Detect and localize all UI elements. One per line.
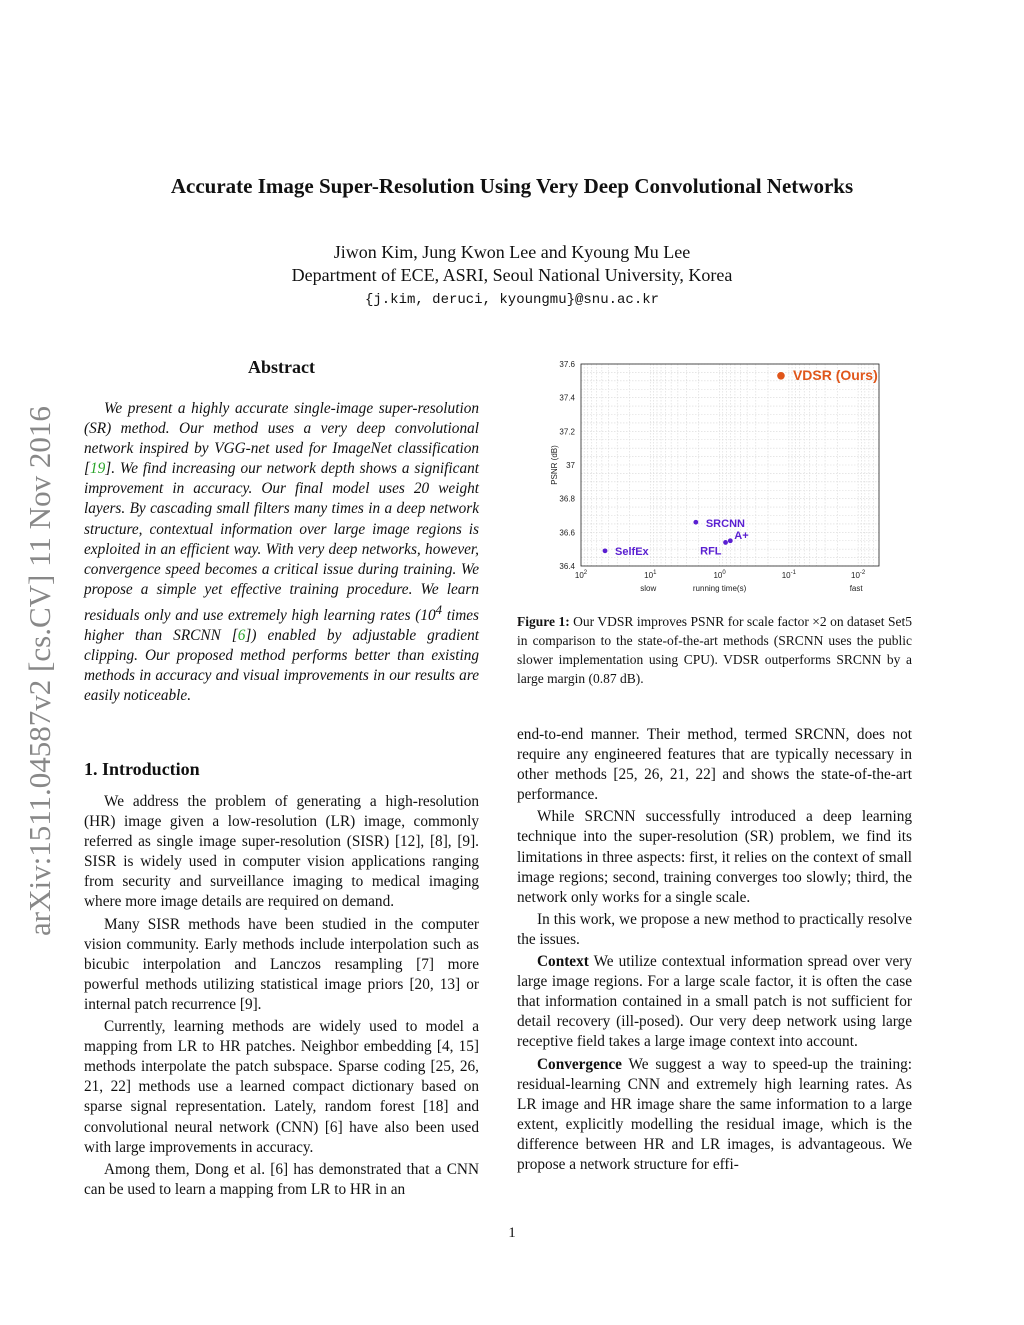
point-label: SelfEx [615,545,649,558]
paragraph: Among them, Dong et al. [6] has demonstrated that a CNN can be used to learn a mapping from LR to HR in an [84,1160,479,1198]
y-tick-label: 36.8 [559,494,575,504]
x-tick-label: $10^1$ [644,570,657,580]
email: {j.kim, deruci, kyoungmu}@snu.ac.kr [364,292,660,308]
x-tick-label: $10^0$ [713,570,726,580]
paragraph: Many SISR methods have been studied in the computer vision community. Early methods include interpolation such as bicubic interpolation and Lanczos resampling [7] more powerful methods utilizing statistical image priors [20, 13] or internal patch recurrence [9]. [84,915,479,1013]
y-tick-label: 36.6 [559,528,575,538]
y-tick-label: 36.4 [559,562,575,571]
context-label: Context [537,953,589,971]
intro-heading: 1. Introduction [84,759,200,779]
data-point [723,540,728,545]
right-column-body [517,725,912,1177]
figure-caption-text: Our VDSR improves PSNR for scale factor ×2 on dataset Set5 in comparison to the state-of-the-art methods (SRCNN uses the public slower implementation using CPU). VDSR outperforms SRCNN by a large margin (0.87 dB). [517,614,912,686]
abstract-part-3: times higher than SRCNN [ [84,607,479,645]
paragraph: Currently, learning methods are widely used to model a mapping from LR to HR patches. Neighbor embedding [4, 15] methods interpolate the patch subspace. Sparse coding [25, 26, 21, 22] methods use a learned compact dictionary based on sparse signal representation. Lately, random forest [18] and convolutional neural network (CNN) [6] have also been used with large improvements in accuracy. [84,1018,479,1156]
paragraph: In this work, we propose a new method to practically resolve the issues. [517,910,912,948]
paragraph: While SRCNN successfully introduced a deep learning technique into the super-resolution (SR) problem, we find its limitations in three aspects: first, it relies on the context of small image regions; second, training converges too slowly; third, the network only works for a single scale. [517,808,912,906]
page-number: 1 [508,1225,516,1241]
abstract-citation-2[interactable]: 6 [237,627,246,645]
paragraph: We address the problem of generating a high-resolution (HR) image given a low-resolution (LR) image, commonly referred as single image super-resolution (SISR) [12], [8], [9]. SISR is widely used in computer vision applications ranging from security and surveillance imaging to medical imaging where more image details are required on demand. [84,793,479,911]
affiliation: Department of ECE, ASRI, Seoul National University, Korea [291,265,733,285]
x-tick-label: $10^2$ [574,570,588,580]
figure-caption [517,612,912,688]
data-point [693,520,698,525]
abstract-text [84,399,479,707]
x-axis-label: running time(s) [692,584,747,593]
x-slow-label: slow [640,584,657,593]
arxiv-stamp [22,346,62,936]
chart-svg [545,356,885,600]
authors: Jiwon Kim, Jung Kwon Lee and Kyoung Mu Lee [333,242,691,262]
arxiv-id: arXiv:1511.04587v2 [cs.CV] 11 Nov 2016 [22,406,57,936]
x-tick-label: $10^{-1}$ [781,570,796,580]
point-label: A+ [734,529,749,542]
point-label: SRCNN [705,518,745,531]
abstract-heading: Abstract [248,357,315,377]
y-tick-label: 37 [566,461,575,470]
abstract-exponent: 4 [435,602,442,617]
data-point [777,372,785,380]
data-point [603,548,608,553]
point-label: RFL [700,545,722,558]
abstract-citation-1[interactable]: 19 [89,460,106,478]
paper-title: Accurate Image Super-Resolution Using Very Deep Convolutional Networks [170,174,854,198]
point-label: VDSR (Ours) [792,366,878,383]
abstract-part-4: ]) enabled by adjustable gradient clipping. Our proposed method performs better than existing methods in accuracy and visual improvements in our results are easily noticeable. [84,627,479,705]
paragraph: end-to-end manner. Their method, termed SRCNN, does not require any engineered features that are typically necessary in other methods [25, 26, 21, 22] and shows the state-of-the-art performance. [517,726,912,804]
x-tick-label: $10^{-2}$ [851,570,866,580]
paragraph-convergence [517,1055,912,1176]
author-block [0,241,1024,287]
y-tick-label: 37.4 [559,393,575,403]
convergence-label: Convergence [537,1055,622,1073]
paragraph-context [517,952,912,1052]
data-point [728,538,733,543]
y-tick-label: 37.2 [559,427,575,437]
left-column-body [84,792,479,1202]
abstract-part-1: We present a highly accurate single-image super-resolution (SR) method. Our method uses a very deep convolutional network inspired by VGG-net used for ImageNet classification [ [84,400,479,478]
figure-label: Figure 1: [517,614,570,629]
context-text: We utilize contextual information spread over very large image regions. For a large scale factor, it is often the case that information contained in a small patch is not sufficient for detail recovery (ill-posed). Our very deep network using large receptive field takes a large image context into account. [517,953,912,1051]
x-fast-label: fast [849,584,863,593]
abstract-part-2: ]. We find increasing our network depth shows a significant improvement in accuracy. Our final model uses 20 weight layers. By cascading small filters many times in a deep network structure, contextual information over large image regions is exploited in an efficient way. With very deep networks, however, convergence speed becomes a critical issue during training. We propose a simple yet effective training procedure. We learn residuals only and use extremely high learning rates (10 [84,460,479,625]
convergence-text: We suggest a way to speed-up the training: residual-learning CNN and extremely high learning rates. As LR image and HR image share the same information to a large extent, explicitly modelling the residual image, which is the difference between HR and LR images, is advantageous. We propose a network structure for effi- [517,1055,912,1173]
y-axis-label: PSNR (dB) [550,445,559,485]
psnr-runtime-chart [545,356,885,600]
y-tick-label: 37.6 [559,360,575,369]
